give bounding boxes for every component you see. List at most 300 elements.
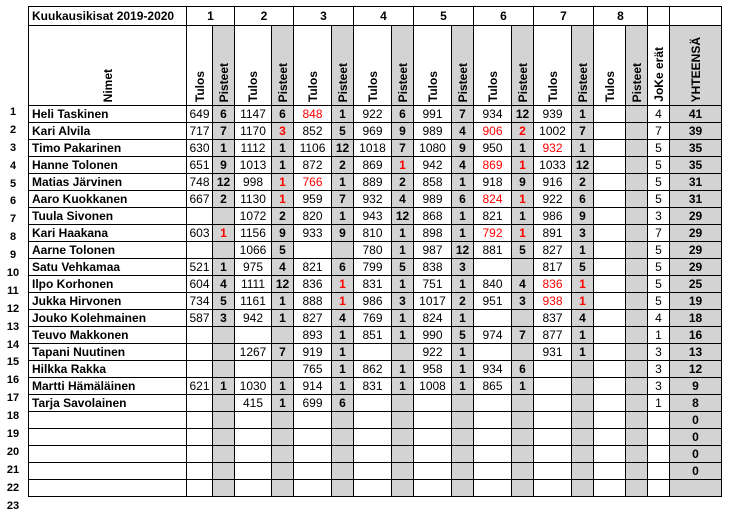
result-cell xyxy=(534,361,572,378)
points-header-label: Pisteet xyxy=(455,62,470,102)
points-cell: 2 xyxy=(572,174,594,191)
result-cell xyxy=(414,446,452,463)
result-cell xyxy=(594,225,626,242)
result-cell: 858 xyxy=(414,174,452,191)
result-cell xyxy=(594,310,626,327)
points-cell xyxy=(512,310,534,327)
result-cell: 918 xyxy=(474,174,512,191)
points-cell xyxy=(452,412,474,429)
points-header-label: Pisteet xyxy=(515,62,530,102)
result-cell: 939 xyxy=(534,106,572,123)
result-cell: 989 xyxy=(414,123,452,140)
result-cell: 1008 xyxy=(414,378,452,395)
table-row xyxy=(29,157,722,174)
points-cell xyxy=(512,429,534,446)
player-name: Ilpo Korhonen xyxy=(29,276,187,293)
result-cell xyxy=(414,395,452,412)
result-cell: 836 xyxy=(534,276,572,293)
total-cell: 39 xyxy=(670,123,722,140)
result-cell: 821 xyxy=(294,259,332,276)
result-cell: 852 xyxy=(294,123,332,140)
result-cell xyxy=(187,480,213,497)
total-cell: 35 xyxy=(670,140,722,157)
points-cell xyxy=(572,429,594,446)
result-cell: 699 xyxy=(294,395,332,412)
result-cell xyxy=(534,378,572,395)
row-number: 2 xyxy=(9,123,17,136)
points-cell xyxy=(452,480,474,497)
row-number: 10 xyxy=(6,267,20,280)
points-cell xyxy=(626,327,648,344)
joke-count xyxy=(648,412,670,429)
result-cell: 1112 xyxy=(235,140,272,157)
points-cell xyxy=(332,429,354,446)
result-cell: 862 xyxy=(354,361,392,378)
result-cell: 837 xyxy=(534,310,572,327)
result-cell xyxy=(354,344,392,361)
points-cell: 1 xyxy=(452,225,474,242)
joke-count: 1 xyxy=(648,327,670,344)
points-cell xyxy=(272,327,294,344)
result-header xyxy=(294,26,332,106)
player-name xyxy=(29,446,187,463)
points-cell xyxy=(512,344,534,361)
points-cell: 3 xyxy=(272,123,294,140)
player-name: Teuvo Makkonen xyxy=(29,327,187,344)
result-cell xyxy=(594,293,626,310)
result-cell xyxy=(187,463,213,480)
result-cell: 836 xyxy=(294,276,332,293)
result-cell: 986 xyxy=(354,293,392,310)
result-cell: 851 xyxy=(354,327,392,344)
result-cell xyxy=(594,140,626,157)
result-cell: 990 xyxy=(414,327,452,344)
points-cell: 1 xyxy=(332,327,354,344)
points-cell: 6 xyxy=(332,259,354,276)
result-cell: 603 xyxy=(187,225,213,242)
result-cell: 1013 xyxy=(235,157,272,174)
table-row xyxy=(29,106,722,123)
points-cell: 3 xyxy=(572,225,594,242)
result-cell xyxy=(534,480,572,497)
points-cell: 1 xyxy=(392,378,414,395)
result-cell xyxy=(354,395,392,412)
row-number: 12 xyxy=(6,302,20,315)
total-cell: 19 xyxy=(670,293,722,310)
points-cell: 7 xyxy=(272,344,294,361)
total-cell: 29 xyxy=(670,259,722,276)
points-cell: 12 xyxy=(572,157,594,174)
player-name: Tapani Nuutinen xyxy=(29,344,187,361)
points-cell xyxy=(572,480,594,497)
result-cell: 942 xyxy=(235,310,272,327)
total-header-label: YHTEENSÄ xyxy=(688,36,703,102)
points-cell xyxy=(332,463,354,480)
names-header xyxy=(29,26,187,106)
points-cell xyxy=(626,310,648,327)
result-header xyxy=(414,26,452,106)
total-cell: 18 xyxy=(670,310,722,327)
points-cell xyxy=(572,395,594,412)
points-cell: 12 xyxy=(392,208,414,225)
total-cell: 0 xyxy=(670,412,722,429)
points-header xyxy=(512,26,534,106)
result-cell xyxy=(594,276,626,293)
points-cell xyxy=(272,361,294,378)
total-cell: 0 xyxy=(670,463,722,480)
result-cell: 958 xyxy=(414,361,452,378)
joke-header xyxy=(648,26,670,106)
points-cell: 1 xyxy=(572,276,594,293)
points-cell: 9 xyxy=(332,225,354,242)
result-cell: 1161 xyxy=(235,293,272,310)
result-cell xyxy=(594,412,626,429)
total-cell: 29 xyxy=(670,242,722,259)
result-cell: 1147 xyxy=(235,106,272,123)
points-cell xyxy=(213,463,235,480)
points-cell: 1 xyxy=(572,293,594,310)
result-cell xyxy=(354,463,392,480)
table-row xyxy=(29,276,722,293)
result-cell xyxy=(354,446,392,463)
table-row xyxy=(29,191,722,208)
row-number: 19 xyxy=(6,428,20,441)
points-cell: 1 xyxy=(332,344,354,361)
total-cell: 13 xyxy=(670,344,722,361)
points-cell: 3 xyxy=(452,259,474,276)
points-cell xyxy=(626,446,648,463)
points-cell: 4 xyxy=(512,276,534,293)
points-cell: 1 xyxy=(512,157,534,174)
points-cell xyxy=(332,480,354,497)
joke-count: 3 xyxy=(648,208,670,225)
points-cell xyxy=(452,463,474,480)
result-cell xyxy=(474,344,512,361)
row-number: 13 xyxy=(6,320,20,333)
player-name: Timo Pakarinen xyxy=(29,140,187,157)
points-cell xyxy=(213,412,235,429)
joke-count xyxy=(648,463,670,480)
points-cell: 9 xyxy=(213,157,235,174)
result-cell: 889 xyxy=(354,174,392,191)
row-number: 17 xyxy=(6,392,20,405)
result-cell: 748 xyxy=(187,174,213,191)
table-row xyxy=(29,446,722,463)
round-header: 3 xyxy=(294,7,354,26)
result-cell xyxy=(294,480,332,497)
total-cell: 31 xyxy=(670,191,722,208)
result-cell: 621 xyxy=(187,378,213,395)
points-cell xyxy=(213,208,235,225)
points-header-label: Pisteet xyxy=(575,62,590,102)
total-cell: 0 xyxy=(670,429,722,446)
points-cell: 4 xyxy=(572,310,594,327)
result-cell xyxy=(594,174,626,191)
points-header xyxy=(452,26,474,106)
points-cell xyxy=(512,446,534,463)
total-header xyxy=(670,26,722,106)
result-cell: 931 xyxy=(534,344,572,361)
points-cell xyxy=(213,446,235,463)
result-cell: 938 xyxy=(534,293,572,310)
result-cell xyxy=(474,412,512,429)
result-cell: 1080 xyxy=(414,140,452,157)
result-cell: 987 xyxy=(414,242,452,259)
player-name: Jouko Kolehmainen xyxy=(29,310,187,327)
row-number: 5 xyxy=(9,177,17,190)
joke-header-top xyxy=(648,7,670,26)
round-header: 4 xyxy=(354,7,414,26)
points-cell: 1 xyxy=(213,225,235,242)
points-cell: 5 xyxy=(392,259,414,276)
points-cell xyxy=(626,395,648,412)
table-row xyxy=(29,378,722,395)
result-cell xyxy=(594,480,626,497)
result-cell xyxy=(235,446,272,463)
player-name: Jukka Hirvonen xyxy=(29,293,187,310)
result-cell xyxy=(594,259,626,276)
result-header-label: Tulos xyxy=(246,70,260,102)
result-cell: 769 xyxy=(354,310,392,327)
points-cell: 4 xyxy=(452,157,474,174)
result-cell xyxy=(594,395,626,412)
points-cell: 12 xyxy=(213,174,235,191)
points-cell: 12 xyxy=(272,276,294,293)
points-cell: 7 xyxy=(572,123,594,140)
points-cell: 1 xyxy=(392,327,414,344)
points-cell xyxy=(213,327,235,344)
points-cell: 1 xyxy=(572,344,594,361)
result-cell: 765 xyxy=(294,361,332,378)
points-cell xyxy=(626,480,648,497)
result-cell: 821 xyxy=(474,208,512,225)
points-cell: 4 xyxy=(452,123,474,140)
points-cell xyxy=(626,123,648,140)
result-cell xyxy=(414,412,452,429)
result-cell: 865 xyxy=(474,378,512,395)
points-cell: 9 xyxy=(452,140,474,157)
points-cell xyxy=(626,276,648,293)
points-cell: 7 xyxy=(452,106,474,123)
points-cell xyxy=(452,429,474,446)
result-cell xyxy=(594,123,626,140)
result-cell: 916 xyxy=(534,174,572,191)
points-header xyxy=(272,26,294,106)
result-cell: 810 xyxy=(354,225,392,242)
points-cell: 1 xyxy=(512,225,534,242)
points-cell xyxy=(452,395,474,412)
points-cell: 5 xyxy=(332,123,354,140)
points-cell xyxy=(572,412,594,429)
round-header: 8 xyxy=(594,7,648,26)
table-row xyxy=(29,259,722,276)
row-number: 6 xyxy=(9,195,17,208)
points-cell: 4 xyxy=(213,276,235,293)
joke-count: 3 xyxy=(648,378,670,395)
points-cell xyxy=(392,344,414,361)
table-row xyxy=(29,174,722,191)
points-cell xyxy=(512,412,534,429)
joke-count: 3 xyxy=(648,344,670,361)
points-cell xyxy=(213,344,235,361)
points-cell: 1 xyxy=(392,157,414,174)
points-cell: 1 xyxy=(272,157,294,174)
points-cell xyxy=(626,293,648,310)
points-cell xyxy=(272,446,294,463)
table-row xyxy=(29,480,722,497)
row-number-column xyxy=(0,104,26,515)
points-cell: 1 xyxy=(332,378,354,395)
player-name: Hilkka Rakka xyxy=(29,361,187,378)
points-header-label: Pisteet xyxy=(335,62,350,102)
result-cell xyxy=(187,361,213,378)
result-cell: 934 xyxy=(474,106,512,123)
joke-count: 4 xyxy=(648,310,670,327)
points-cell xyxy=(626,140,648,157)
points-cell: 1 xyxy=(332,174,354,191)
result-header xyxy=(235,26,272,106)
points-cell xyxy=(272,480,294,497)
player-name xyxy=(29,463,187,480)
points-cell xyxy=(332,412,354,429)
joke-count: 4 xyxy=(648,106,670,123)
result-cell: 932 xyxy=(534,140,572,157)
points-header-label: Pisteet xyxy=(275,62,290,102)
row-number: 23 xyxy=(6,499,20,512)
points-cell: 4 xyxy=(332,310,354,327)
result-cell: 799 xyxy=(354,259,392,276)
round-header: 7 xyxy=(534,7,594,26)
result-cell xyxy=(594,106,626,123)
row-number: 21 xyxy=(6,463,20,476)
points-cell xyxy=(392,429,414,446)
result-cell xyxy=(594,191,626,208)
points-cell: 3 xyxy=(213,310,235,327)
result-header-label: Tulos xyxy=(602,70,617,102)
result-cell: 415 xyxy=(235,395,272,412)
table-row xyxy=(29,293,722,310)
points-cell: 1 xyxy=(512,140,534,157)
result-cell xyxy=(187,395,213,412)
result-cell: 969 xyxy=(354,123,392,140)
result-cell xyxy=(187,208,213,225)
total-cell: 31 xyxy=(670,174,722,191)
result-cell: 888 xyxy=(294,293,332,310)
joke-count xyxy=(648,446,670,463)
result-cell xyxy=(474,480,512,497)
points-cell xyxy=(626,157,648,174)
result-cell: 521 xyxy=(187,259,213,276)
result-cell xyxy=(414,429,452,446)
player-name xyxy=(29,480,187,497)
points-cell: 3 xyxy=(392,293,414,310)
points-cell: 2 xyxy=(272,208,294,225)
points-cell: 7 xyxy=(392,140,414,157)
result-cell xyxy=(474,395,512,412)
result-cell: 986 xyxy=(534,208,572,225)
result-cell: 914 xyxy=(294,378,332,395)
result-cell: 840 xyxy=(474,276,512,293)
result-cell xyxy=(534,463,572,480)
table-row xyxy=(29,463,722,480)
player-name: Tarja Savolainen xyxy=(29,395,187,412)
result-cell: 1066 xyxy=(235,242,272,259)
player-name: Satu Vehkamaa xyxy=(29,259,187,276)
points-cell xyxy=(626,429,648,446)
row-number: 9 xyxy=(9,249,17,262)
table-row xyxy=(29,429,722,446)
points-cell xyxy=(626,412,648,429)
points-cell: 1 xyxy=(272,395,294,412)
result-cell: 868 xyxy=(414,208,452,225)
points-cell xyxy=(626,259,648,276)
result-cell xyxy=(414,480,452,497)
result-cell: 751 xyxy=(414,276,452,293)
table-row xyxy=(29,140,722,157)
result-cell: 974 xyxy=(474,327,512,344)
result-cell: 998 xyxy=(235,174,272,191)
row-number: 1 xyxy=(9,106,17,118)
result-cell xyxy=(354,480,392,497)
result-cell xyxy=(534,429,572,446)
player-name: Heli Taskinen xyxy=(29,106,187,123)
total-cell: 35 xyxy=(670,157,722,174)
points-cell xyxy=(512,463,534,480)
points-cell: 5 xyxy=(452,327,474,344)
points-cell xyxy=(392,463,414,480)
points-cell: 1 xyxy=(452,344,474,361)
result-cell xyxy=(294,412,332,429)
player-name: Martti Hämäläinen xyxy=(29,378,187,395)
points-header-label: Pisteet xyxy=(216,62,231,102)
result-cell xyxy=(294,446,332,463)
points-cell xyxy=(272,412,294,429)
total-cell xyxy=(670,480,722,497)
points-cell xyxy=(512,395,534,412)
points-cell: 1 xyxy=(213,259,235,276)
points-cell: 1 xyxy=(272,293,294,310)
joke-count: 5 xyxy=(648,191,670,208)
result-cell: 922 xyxy=(534,191,572,208)
points-cell: 1 xyxy=(392,310,414,327)
row-number: 4 xyxy=(9,159,17,172)
result-cell xyxy=(474,463,512,480)
row-number: 18 xyxy=(6,410,20,423)
points-cell: 1 xyxy=(572,140,594,157)
result-cell: 975 xyxy=(235,259,272,276)
result-cell: 649 xyxy=(187,106,213,123)
row-number: 8 xyxy=(9,231,17,244)
result-cell: 717 xyxy=(187,123,213,140)
result-cell: 1002 xyxy=(534,123,572,140)
result-cell: 630 xyxy=(187,140,213,157)
result-cell: 869 xyxy=(474,157,512,174)
points-cell: 6 xyxy=(452,191,474,208)
joke-count xyxy=(648,480,670,497)
row-number: 7 xyxy=(9,213,17,226)
points-cell xyxy=(213,395,235,412)
result-header-label: Tulos xyxy=(425,70,440,102)
points-cell xyxy=(572,463,594,480)
points-cell xyxy=(572,378,594,395)
result-header xyxy=(594,26,626,106)
points-cell xyxy=(213,242,235,259)
result-cell xyxy=(474,446,512,463)
result-cell xyxy=(294,429,332,446)
total-cell: 12 xyxy=(670,361,722,378)
player-name: Aarne Tolonen xyxy=(29,242,187,259)
result-cell: 1267 xyxy=(235,344,272,361)
